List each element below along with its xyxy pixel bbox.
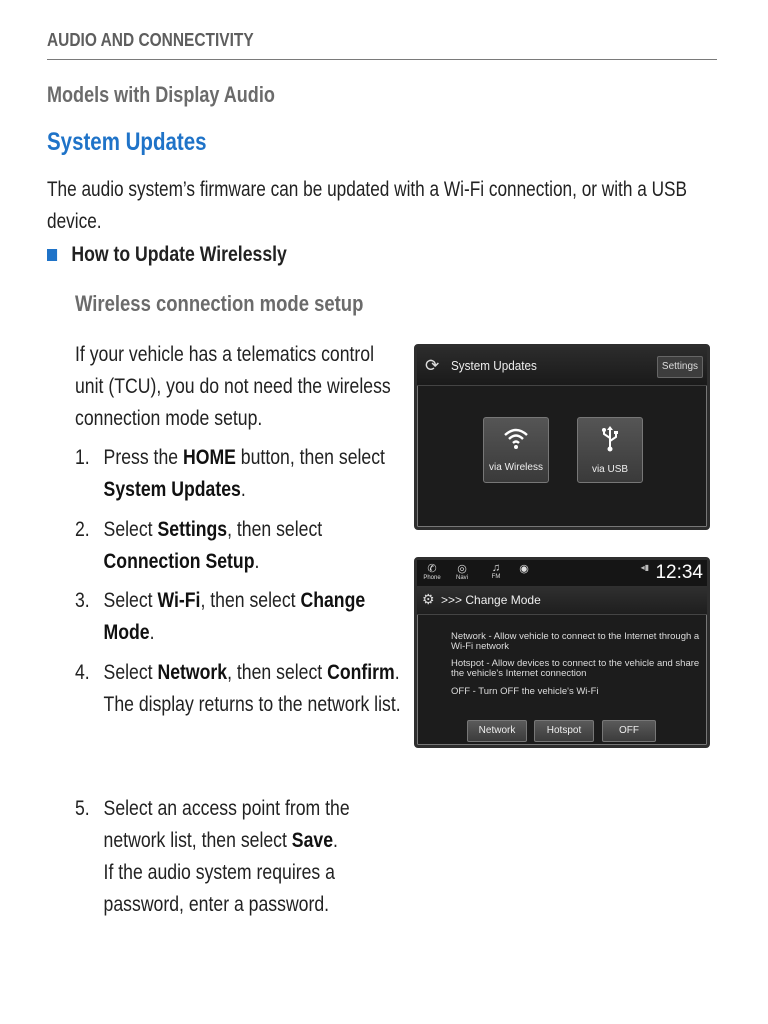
step-2 [75, 514, 406, 578]
step-text: Press the [103, 446, 183, 469]
step-bold: Change Mode [103, 589, 366, 644]
media-icon[interactable]: ◉ [519, 563, 529, 575]
via-usb-button[interactable] [577, 417, 643, 483]
step-text: . [240, 478, 246, 501]
howto-heading-text: How to Update Wirelessly [71, 243, 287, 266]
mode-setup-title: Wireless connection mode setup [75, 291, 364, 316]
clock: 12:34 [655, 562, 703, 583]
hotspot-button[interactable]: Hotspot [534, 720, 594, 742]
fm-icon[interactable]: ♫ FM [485, 562, 507, 581]
step-bold: System Updates [103, 478, 241, 501]
screen1-title-bar [417, 347, 707, 386]
step-text: Select [103, 518, 158, 541]
step-number: 1. [75, 446, 90, 469]
navi-icon[interactable]: ◎ Navi [451, 562, 473, 582]
step-number: 2. [75, 518, 90, 541]
phone-label: Phone [423, 575, 441, 581]
step-text: Select an access point from the network list, then select [103, 797, 350, 852]
network-button[interactable]: Network [467, 720, 527, 742]
step-text: , then select [227, 518, 323, 541]
system-updates-screenshot [414, 344, 710, 530]
step-bold: Connection Setup [103, 550, 255, 573]
step-bold: Settings [157, 518, 228, 541]
step-number: 4. [75, 661, 90, 684]
via-usb-label: via USB [591, 464, 629, 475]
settings-button[interactable]: Settings [657, 356, 703, 378]
step-text: button, then select [235, 446, 385, 469]
wifi-icon [484, 426, 548, 456]
signal-icon: ◂▮ [640, 563, 649, 572]
howto-heading [47, 243, 287, 267]
step-bold: Save [291, 829, 334, 852]
refresh-icon: ⟳ [425, 356, 440, 375]
step-text: Select [103, 661, 158, 684]
fm-label: FM [491, 574, 501, 580]
gear-icon: ⚙ [422, 591, 435, 607]
intro-paragraph: The audio system’s firmware can be updated with a Wi-Fi connection, or with a USB device. [47, 178, 687, 233]
step-number: 5. [75, 797, 90, 820]
header-divider [47, 59, 717, 60]
step-text: , then select [200, 589, 301, 612]
step-note: If the audio system requires a password, enter a password. [103, 861, 335, 916]
step-text: . [394, 661, 400, 684]
step-5 [75, 793, 406, 921]
step-note: The display returns to the network list. [103, 693, 401, 716]
step-text: . [254, 550, 260, 573]
via-wireless-button[interactable] [483, 417, 549, 483]
screen2-title-bar [417, 586, 707, 615]
tcu-paragraph: If your vehicle has a telematics control unit (TCU), you do not need the wireless connection mode setup. [75, 343, 391, 430]
step-text: , then select [227, 661, 328, 684]
off-description: OFF - Turn OFF the vehicle's Wi-Fi [451, 686, 599, 697]
step-bold: Network [157, 661, 228, 684]
step-number: 3. [75, 589, 90, 612]
screen1-title: System Updates [451, 358, 537, 373]
step-text: . [333, 829, 338, 852]
step-bold: HOME [182, 446, 236, 469]
step-text: . [149, 621, 155, 644]
page-title: System Updates [47, 128, 207, 156]
usb-icon [578, 426, 642, 458]
step-3 [75, 585, 406, 649]
via-wireless-label: via Wireless [489, 462, 543, 473]
step-bold: Wi-Fi [157, 589, 201, 612]
step-bold: Confirm [327, 661, 395, 684]
status-bar [417, 560, 707, 587]
section-header: AUDIO AND CONNECTIVITY [47, 30, 254, 50]
hotspot-description: Hotspot - Allow devices to connect to the vehicle and share the vehicle's Internet connection [451, 658, 700, 679]
network-description: Network - Allow vehicle to connect to the Internet through a Wi-Fi network [451, 631, 700, 652]
off-button[interactable]: OFF [602, 720, 656, 742]
navi-label: Navi [455, 575, 468, 581]
step-4 [75, 657, 406, 721]
change-mode-screenshot [414, 557, 710, 748]
step-1 [75, 442, 406, 506]
screen2-title: >>> Change Mode [441, 593, 541, 607]
subheader: Models with Display Audio [47, 82, 275, 107]
phone-icon[interactable]: ✆ Phone [421, 562, 443, 582]
bullet-square-icon [47, 249, 57, 261]
step-text: Select [103, 589, 158, 612]
